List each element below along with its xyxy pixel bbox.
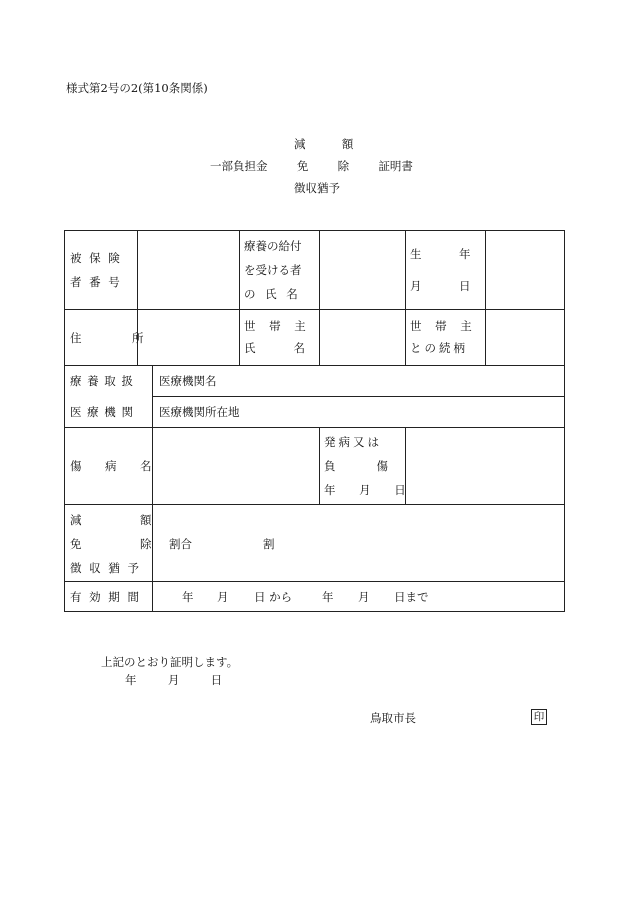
- insured-number-label-2: 者 番 号: [70, 275, 122, 289]
- ratio-unit: 割: [263, 537, 275, 551]
- recipient-label-3: の 氏 名: [244, 287, 301, 301]
- insured-number-label-1: 被 保 険: [70, 251, 122, 265]
- row-divider-4: [64, 504, 565, 505]
- birth-char-4: 日: [459, 279, 471, 293]
- table-border-left: [64, 230, 65, 612]
- date-month: 月: [167, 673, 180, 687]
- title-word-amount: 額: [341, 137, 355, 151]
- row-divider-medical: [152, 396, 565, 397]
- title-word-reduction: 減: [294, 137, 307, 151]
- table-border-right: [564, 230, 565, 612]
- title-certificate: 証明書: [378, 159, 413, 173]
- period-from-year: 年: [182, 590, 194, 604]
- col-divider-c: [319, 230, 320, 365]
- period-to-month: 月: [358, 590, 370, 604]
- period-to-year: 年: [322, 590, 334, 604]
- title-line-2: [210, 158, 413, 174]
- onset-label-2: 負 傷: [324, 459, 394, 473]
- ratio-label: 割合: [169, 537, 192, 551]
- certify-statement: 上記のとおり証明します。: [101, 655, 239, 669]
- date-day: 日: [210, 673, 223, 687]
- certificate-table: [64, 230, 565, 612]
- period-from-day: 日 から: [254, 590, 293, 604]
- seal-mark: 印: [531, 709, 547, 725]
- relation-label-1: 世 帯 主: [410, 319, 477, 333]
- relation-label-2: との続柄: [410, 341, 468, 355]
- reduction-label: 減 額: [70, 513, 158, 527]
- onset-label-1: 発病又は: [324, 435, 382, 449]
- period-from-month: 月: [217, 590, 229, 604]
- title-word-exempt: 免: [296, 159, 309, 173]
- col-divider-e: [485, 230, 486, 365]
- onset-label-3: 年 月 日: [324, 483, 416, 497]
- title-line-1: [294, 136, 354, 152]
- table-border-top: [64, 230, 565, 231]
- title-line-3: 徴収猶予: [294, 181, 340, 195]
- disease-name-label: 傷 病 名: [70, 459, 158, 473]
- form-number: 様式第2号の2(第10条関係): [66, 81, 208, 95]
- table-border-bottom: [64, 611, 565, 612]
- exemption-label: 免 除: [70, 537, 158, 551]
- col-divider-d: [405, 230, 406, 365]
- birth-char-3: 月: [410, 279, 422, 293]
- row-divider-5: [64, 581, 565, 582]
- date-line: [125, 672, 222, 688]
- row-divider-3: [64, 427, 565, 428]
- row-divider-1: [64, 309, 565, 310]
- household-head-label-1: 世 帯 主: [244, 319, 311, 333]
- institution-name-label: 医療機関名: [159, 374, 217, 388]
- medical-institution-label-1: 療 養 取 扱: [70, 374, 134, 388]
- col-divider-onset-left: [319, 427, 320, 504]
- household-head-label-2: 氏 名: [244, 341, 310, 355]
- recipient-label-2: を受ける者: [244, 263, 302, 277]
- validity-period-label: 有 効 期 間: [70, 590, 141, 604]
- institution-address-label: 医療機関所在地: [159, 405, 240, 419]
- recipient-label-1: 療養の給付: [244, 239, 302, 253]
- title-word-removal: 除: [337, 159, 350, 173]
- address-label: 住 所: [70, 331, 148, 345]
- birth-char-2: 年: [459, 247, 471, 261]
- deferment-label: 徴 収 猶 予: [70, 561, 141, 575]
- date-year: 年: [125, 673, 137, 687]
- col-divider-b: [239, 230, 240, 365]
- col-divider-label: [152, 365, 153, 612]
- medical-institution-label-2: 医 療 機 関: [70, 405, 134, 419]
- row-divider-2: [64, 365, 565, 366]
- title-partial-burden: 一部負担金: [210, 159, 268, 173]
- period-to-day: 日まで: [394, 590, 429, 604]
- issuer-title: 鳥取市長: [370, 711, 416, 725]
- birth-char-1: 生: [410, 247, 422, 261]
